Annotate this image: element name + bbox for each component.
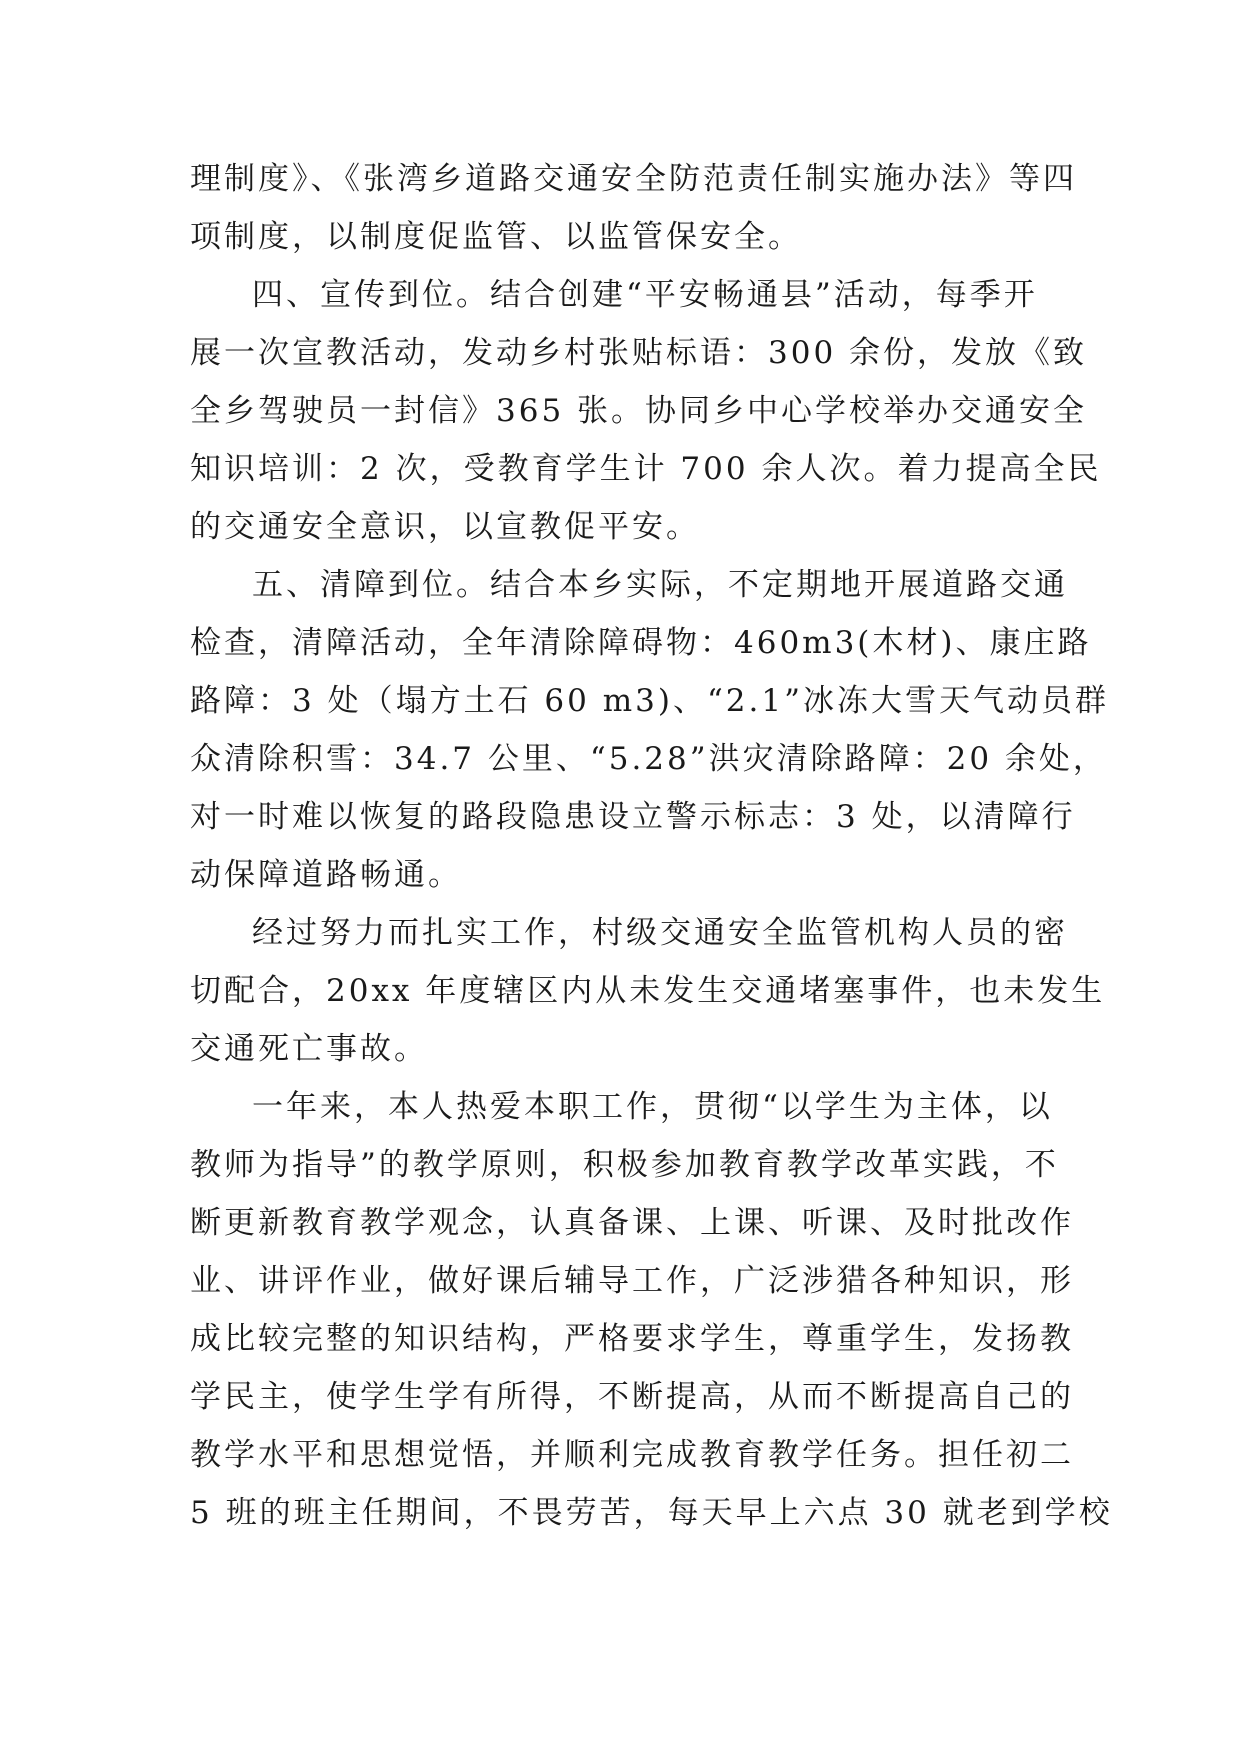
text-line: 业、讲评作业，做好课后辅导工作，广泛涉猎各种知识，形 — [190, 1263, 1074, 1299]
text-line: 教师为指导”的教学原则，积极参加教育教学改革实践，不 — [190, 1147, 1059, 1183]
text-line: 切配合，20xx 年度辖区内从未发生交通堵塞事件，也未发生 — [190, 973, 1106, 1009]
paragraph-start-line: 五、清障到位。结合本乡实际，不定期地开展道路交通 — [252, 567, 1068, 603]
text-line: 交通死亡事故。 — [190, 1031, 428, 1067]
text-line: 知识培训：2 次，受教育学生计 700 余人次。着力提高全民 — [190, 451, 1102, 487]
text-line: 5 班的班主任期间，不畏劳苦，每天早上六点 30 就老到学校 — [190, 1495, 1113, 1531]
text-line: 众清除积雪：34.7 公里、“5.28”洪灾清除路障：20 余处， — [190, 741, 1107, 777]
text-line: 断更新教育教学观念，认真备课、上课、听课、及时批改作 — [190, 1205, 1074, 1241]
text-line: 成比较完整的知识结构，严格要求学生，尊重学生，发扬教 — [190, 1321, 1074, 1357]
paragraph-start-line: 四、宣传到位。结合创建“平安畅通县”活动，每季开 — [252, 277, 1038, 313]
text-line: 教学水平和思想觉悟，并顺利完成教育教学任务。担任初二 — [190, 1437, 1074, 1473]
text-line: 理制度》、《张湾乡道路交通安全防范责任制实施办法》等四 — [190, 161, 1077, 197]
text-line: 项制度，以制度促监管、以监管保安全。 — [190, 219, 802, 255]
text-line: 全乡驾驶员一封信》365 张。协同乡中心学校举办交通安全 — [190, 393, 1088, 429]
text-line: 的交通安全意识，以宣教促平安。 — [190, 509, 700, 545]
paragraph-start-line: 经过努力而扎实工作，村级交通安全监管机构人员的密 — [252, 915, 1068, 951]
paragraph-start-line: 一年来，本人热爱本职工作，贯彻“以学生为主体，以 — [252, 1089, 1053, 1125]
text-line: 对一时难以恢复的路段隐患设立警示标志：3 处，以清障行 — [190, 799, 1076, 835]
document-body — [190, 150, 1113, 1542]
text-line: 展一次宣教活动，发动乡村张贴标语：300 余份，发放《致 — [190, 335, 1088, 371]
text-line: 检查，清障活动，全年清除障碍物：460m3(木材)、康庄路 — [190, 625, 1092, 661]
text-line: 动保障道路畅通。 — [190, 857, 462, 893]
text-line: 学民主，使学生学有所得，不断提高，从而不断提高自己的 — [190, 1379, 1074, 1415]
text-line: 路障：3 处（塌方土石 60 m3)、“2.1”冰冻大雪天气动员群 — [190, 683, 1109, 719]
